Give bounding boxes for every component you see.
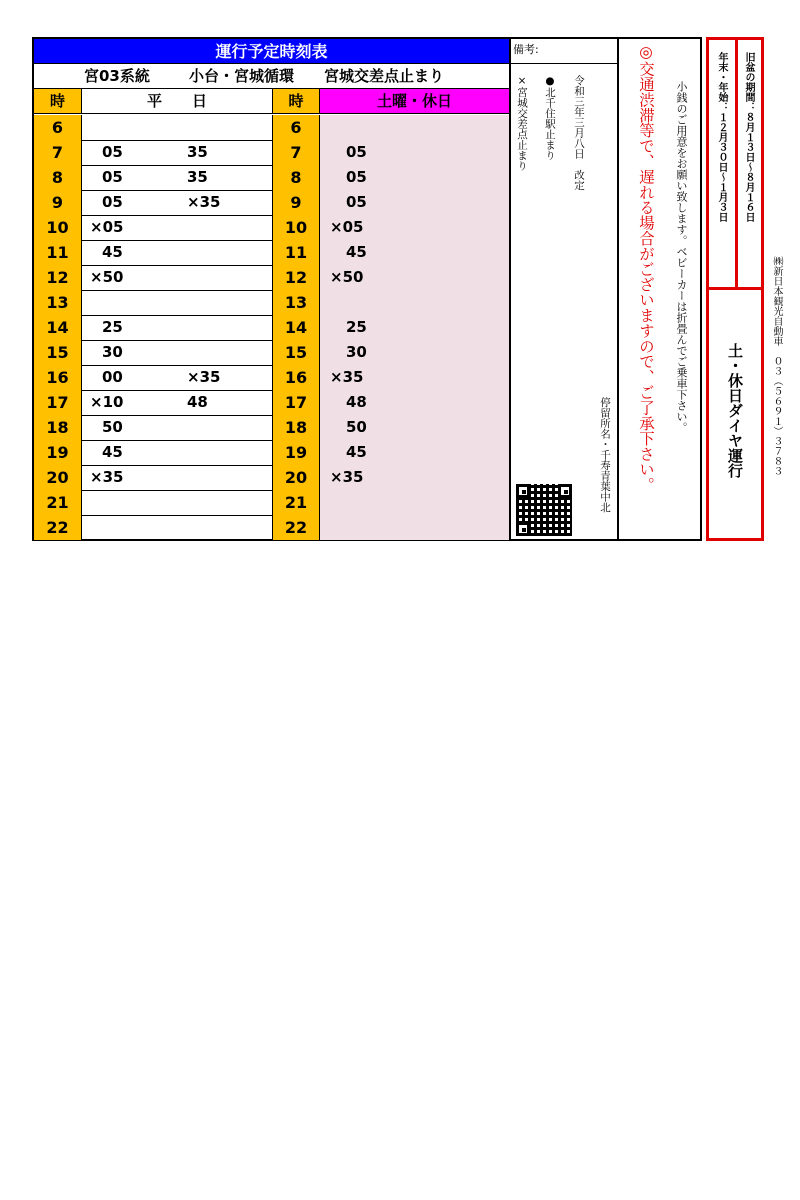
weekend-header: 土曜・休日 — [320, 89, 509, 114]
hour-cell-weekday: 19 — [34, 440, 82, 465]
timetable — [32, 37, 511, 541]
hour-cell-weekday: 12 — [34, 265, 82, 290]
weekday-minutes — [82, 490, 272, 515]
weekend-minute: 05 — [346, 168, 367, 186]
weekday-minutes — [82, 365, 272, 390]
weekend-minutes — [320, 340, 509, 365]
hour-cell-weekday: 6 — [34, 115, 82, 140]
weekday-minute: 45 — [102, 443, 123, 461]
hour-cell-weekday: 22 — [34, 515, 82, 540]
weekday-minutes — [82, 165, 272, 190]
weekend-minutes — [320, 490, 509, 515]
hour-cell-weekday: 13 — [34, 290, 82, 315]
hour-cell-weekend: 16 — [272, 365, 320, 390]
weekday-minute: 05 — [102, 143, 123, 161]
weekday-minute: 00 — [102, 368, 123, 386]
hour-cell-weekend: 11 — [272, 240, 320, 265]
hour-cell-weekday: 21 — [34, 490, 82, 515]
route-line: 宮03系統 — [84, 67, 150, 85]
weekend-minutes — [320, 115, 509, 140]
notice-small-change: 小銭のご用意をお願い致します。ベビーカーは折畳んでご乗車下さい。 — [675, 81, 688, 433]
weekend-operation-box — [706, 287, 764, 541]
weekend-minutes — [320, 140, 509, 165]
weekend-operation: 土・休日ダイヤ運行 — [726, 343, 744, 478]
weekend-minutes — [320, 290, 509, 315]
weekday-minute: 50 — [102, 418, 123, 436]
weekend-minute: 05 — [346, 143, 367, 161]
weekend-minutes — [320, 240, 509, 265]
weekend-minutes — [320, 515, 509, 540]
weekend-minute: ×50 — [330, 268, 364, 286]
company-name-phone: ㈱新日本観光自動車 ０３（５６９１）３７８３ — [771, 256, 782, 476]
weekday-minute: 35 — [187, 168, 208, 186]
table-row — [34, 265, 509, 291]
hour-cell-weekday: 9 — [34, 190, 82, 215]
table-row — [34, 140, 509, 166]
table-row — [34, 440, 509, 466]
weekday-minutes — [82, 465, 272, 490]
weekend-minute: 45 — [346, 243, 367, 261]
table-row — [34, 190, 509, 216]
table-row — [34, 315, 509, 341]
weekend-minutes — [320, 365, 509, 390]
weekday-minutes — [82, 390, 272, 415]
weekend-minute: ×35 — [330, 368, 364, 386]
hour-cell-weekend: 10 — [272, 215, 320, 240]
weekday-minute: ×35 — [187, 193, 221, 211]
hour-cell-weekend: 14 — [272, 315, 320, 340]
notice-panel — [619, 37, 702, 541]
qr-code — [516, 484, 572, 536]
stop-name: 停留所名・千寿青葉中北 — [599, 397, 611, 513]
table-row — [34, 340, 509, 366]
table-row — [34, 115, 509, 141]
hour-cell-weekend: 17 — [272, 390, 320, 415]
obon-period: 旧盆の期間：８月１３日～８月１６日 — [743, 52, 754, 222]
weekday-minute: ×10 — [90, 393, 124, 411]
weekday-minute: 45 — [102, 243, 123, 261]
weekday-minute: ×35 — [187, 368, 221, 386]
hour-cell-weekend: 7 — [272, 140, 320, 165]
table-row — [34, 515, 509, 540]
hour-header-weekend: 時 — [272, 89, 320, 114]
hour-cell-weekday: 20 — [34, 465, 82, 490]
hour-cell-weekend: 20 — [272, 465, 320, 490]
table-row — [34, 390, 509, 416]
hour-cell-weekday: 14 — [34, 315, 82, 340]
revision-date: 令和三年三月八日 改定 — [573, 75, 585, 191]
hour-cell-weekend: 22 — [272, 515, 320, 540]
note-kitasenju: ●北千住駅止まり — [544, 75, 556, 161]
weekday-minute: ×05 — [90, 218, 124, 236]
table-row — [34, 215, 509, 241]
hour-cell-weekday: 16 — [34, 365, 82, 390]
hour-cell-weekend: 6 — [272, 115, 320, 140]
route-stop: 宮城交差点止まり — [324, 67, 445, 85]
hour-header-weekday: 時 — [34, 89, 82, 114]
weekend-minutes — [320, 415, 509, 440]
weekend-minutes — [320, 265, 509, 290]
hour-cell-weekend: 19 — [272, 440, 320, 465]
weekday-minute: 48 — [187, 393, 208, 411]
obon-box — [735, 37, 764, 290]
hour-cell-weekday: 11 — [34, 240, 82, 265]
hour-cell-weekend: 13 — [272, 290, 320, 315]
weekend-minute: 48 — [346, 393, 367, 411]
hour-cell-weekday: 10 — [34, 215, 82, 240]
weekday-minute: 05 — [102, 168, 123, 186]
weekday-minute: 25 — [102, 318, 123, 336]
hour-cell-weekend: 21 — [272, 490, 320, 515]
weekend-minutes — [320, 440, 509, 465]
table-row — [34, 165, 509, 191]
weekday-minute: 35 — [187, 143, 208, 161]
weekend-minutes — [320, 390, 509, 415]
weekday-minutes — [82, 290, 272, 315]
weekend-minutes — [320, 165, 509, 190]
weekend-minutes — [320, 315, 509, 340]
hour-cell-weekday: 8 — [34, 165, 82, 190]
hour-cell-weekday: 18 — [34, 415, 82, 440]
weekday-minutes — [82, 515, 272, 540]
weekday-minute: ×50 — [90, 268, 124, 286]
notice-delay: ◎交通渋滞等で、遅れる場合がございますので、ご了承下さい。 — [637, 43, 655, 493]
weekend-minute: 30 — [346, 343, 367, 361]
table-row — [34, 490, 509, 516]
table-row — [34, 415, 509, 441]
weekday-minutes — [82, 190, 272, 215]
table-row — [34, 290, 509, 316]
weekend-minutes — [320, 215, 509, 240]
weekday-minutes — [82, 415, 272, 440]
weekday-minutes — [82, 115, 272, 140]
table-row — [34, 465, 509, 491]
route-info — [34, 64, 509, 89]
weekend-minute: ×05 — [330, 218, 364, 236]
weekend-minute: ×35 — [330, 468, 364, 486]
newyear-period: 年末・年始：１２月３０日～１月３日 — [716, 52, 727, 222]
table-row — [34, 240, 509, 266]
weekday-header: 平 日 — [82, 89, 272, 114]
weekend-minute: 05 — [346, 193, 367, 211]
timetable-title: 運行予定時刻表 — [34, 39, 509, 64]
timetable-rows — [34, 115, 509, 539]
weekend-minute: 45 — [346, 443, 367, 461]
weekday-minute: 05 — [102, 193, 123, 211]
weekend-minutes — [320, 465, 509, 490]
weekday-minute: ×35 — [90, 468, 124, 486]
weekday-minutes — [82, 315, 272, 340]
newyear-box — [706, 37, 738, 290]
hour-cell-weekend: 15 — [272, 340, 320, 365]
table-row — [34, 365, 509, 391]
hour-cell-weekday: 15 — [34, 340, 82, 365]
hour-cell-weekday: 7 — [34, 140, 82, 165]
weekday-minute: 30 — [102, 343, 123, 361]
weekday-minutes — [82, 240, 272, 265]
weekday-minutes — [82, 215, 272, 240]
weekend-minute: 25 — [346, 318, 367, 336]
weekend-minutes — [320, 190, 509, 215]
weekday-minutes — [82, 440, 272, 465]
notes-panel — [511, 37, 619, 541]
weekend-minute: 50 — [346, 418, 367, 436]
route-name: 小台・宮城循環 — [189, 67, 295, 85]
hour-cell-weekend: 8 — [272, 165, 320, 190]
hour-cell-weekend: 12 — [272, 265, 320, 290]
weekday-minutes — [82, 140, 272, 165]
hour-cell-weekend: 18 — [272, 415, 320, 440]
hour-cell-weekend: 9 — [272, 190, 320, 215]
note-miyagi: ×宮城交差点止まり — [516, 75, 528, 171]
weekday-minutes — [82, 340, 272, 365]
bikou-label: 備考: — [511, 39, 617, 64]
weekday-minutes — [82, 265, 272, 290]
hour-cell-weekday: 17 — [34, 390, 82, 415]
